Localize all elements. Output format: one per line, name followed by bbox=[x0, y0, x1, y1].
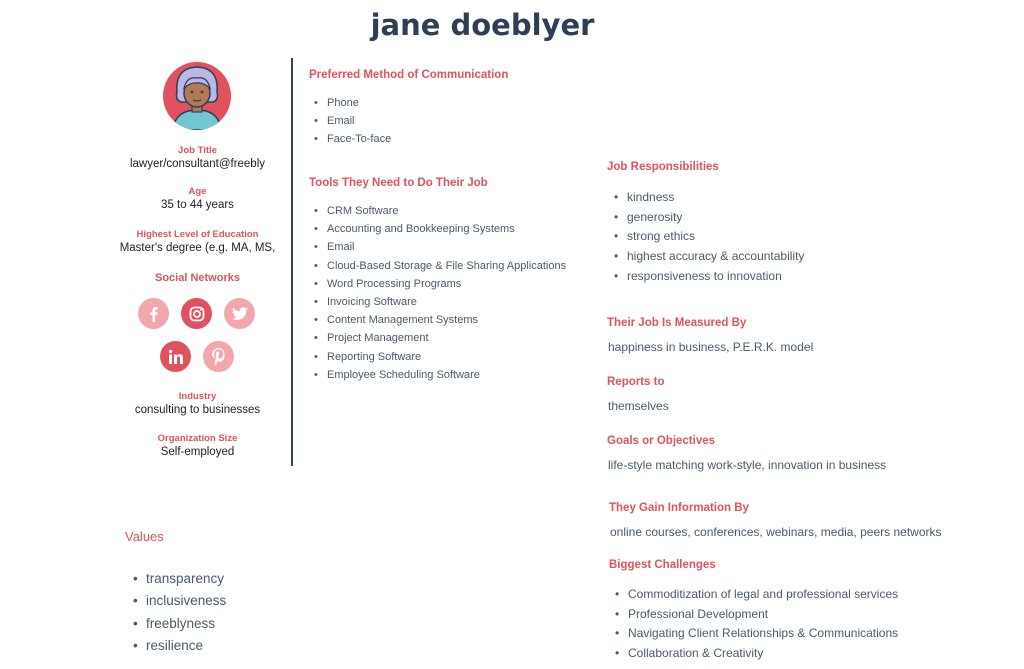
person-avatar-icon bbox=[163, 62, 231, 130]
list-item: • inclusiveness bbox=[128, 590, 226, 612]
goals-text: life-style matching work-style, innovation in business bbox=[608, 458, 887, 472]
challenges-heading: Biggest Challenges bbox=[609, 559, 716, 571]
responsibilities-list bbox=[609, 188, 804, 286]
reports-to-heading: Reports to bbox=[607, 376, 665, 388]
information-text: online courses, conferences, webinars, media, peers networks bbox=[610, 525, 942, 539]
list-item: • Cloud-Based Storage & File Sharing Applications bbox=[309, 257, 566, 275]
list-item: • Employee Scheduling Software bbox=[309, 366, 566, 384]
list-item: • Reporting Software bbox=[309, 348, 566, 366]
field-value: lawyer/consultant@freebly bbox=[129, 158, 266, 170]
list-item: • Email bbox=[309, 112, 391, 130]
goals-heading: Goals or Objectives bbox=[607, 435, 716, 447]
list-item: • Email bbox=[309, 238, 566, 256]
list-item: • Content Management Systems bbox=[309, 311, 566, 329]
list-item: • Invoicing Software bbox=[309, 293, 566, 311]
list-item: • Face-To-face bbox=[309, 130, 391, 148]
field-value: Master's degree (e.g. MA, MS, bbox=[119, 242, 276, 254]
reports-to-text: themselves bbox=[608, 399, 669, 413]
list-item: • generosity bbox=[609, 208, 804, 228]
avatar bbox=[163, 62, 231, 130]
list-item: • strong ethics bbox=[609, 227, 804, 247]
list-item: • highest accuracy & accountability bbox=[609, 247, 804, 267]
field-label: Job Title bbox=[178, 145, 217, 156]
field-label: Age bbox=[188, 186, 207, 197]
measured-by-heading: Their Job Is Measured By bbox=[607, 317, 747, 329]
list-item: • responsiveness to innovation bbox=[609, 267, 804, 287]
list-item: • Navigating Client Relationships & Communications bbox=[610, 624, 898, 644]
column-divider bbox=[291, 58, 293, 466]
list-item: • CRM Software bbox=[309, 202, 566, 220]
field-value: consulting to businesses bbox=[134, 404, 261, 416]
list-item: • Phone bbox=[309, 94, 391, 112]
challenges-list bbox=[610, 585, 898, 664]
list-item: • Accounting and Bookkeeping Systems bbox=[309, 220, 566, 238]
list-item: • freeblyness bbox=[128, 613, 226, 635]
facebook-icon[interactable] bbox=[138, 298, 169, 329]
field-value: Self-employed bbox=[160, 446, 235, 458]
measured-by-text: happiness in business, P.E.R.K. model bbox=[608, 340, 814, 354]
communication-heading: Preferred Method of Communication bbox=[309, 69, 509, 81]
list-item: • Professional Development bbox=[610, 605, 898, 625]
education-field bbox=[100, 229, 295, 255]
pinterest-icon[interactable] bbox=[203, 341, 234, 372]
list-item: • transparency bbox=[128, 568, 226, 590]
tools-list bbox=[309, 202, 566, 384]
field-value: 35 to 44 years bbox=[161, 199, 234, 211]
list-item: • Word Processing Programs bbox=[309, 275, 566, 293]
list-item: • Project Management bbox=[309, 329, 566, 347]
list-item: • Commoditization of legal and professional services bbox=[610, 585, 898, 605]
persona-name: jane doeblyer bbox=[370, 8, 595, 42]
list-item: • resilience bbox=[128, 635, 226, 657]
linkedin-icon[interactable] bbox=[160, 341, 191, 372]
communication-list bbox=[309, 94, 391, 149]
field-label: Organization Size bbox=[157, 433, 238, 444]
field-label: Industry bbox=[178, 391, 217, 402]
list-item: • kindness bbox=[609, 188, 804, 208]
organization-size-field bbox=[100, 433, 295, 459]
list-item: • Collaboration & Creativity bbox=[610, 644, 898, 664]
tools-heading: Tools They Need to Do Their Job bbox=[309, 177, 488, 189]
values-list bbox=[128, 568, 226, 657]
industry-field bbox=[100, 391, 295, 417]
instagram-icon[interactable] bbox=[181, 298, 212, 329]
field-label: Highest Level of Education bbox=[136, 229, 259, 240]
twitter-icon[interactable] bbox=[224, 298, 255, 329]
age-field bbox=[100, 186, 295, 212]
social-networks-label: Social Networks bbox=[155, 272, 240, 284]
job-title-field bbox=[100, 145, 295, 171]
values-heading: Values bbox=[125, 529, 164, 544]
information-heading: They Gain Information By bbox=[609, 502, 749, 514]
responsibilities-heading: Job Responsibilities bbox=[607, 161, 719, 173]
